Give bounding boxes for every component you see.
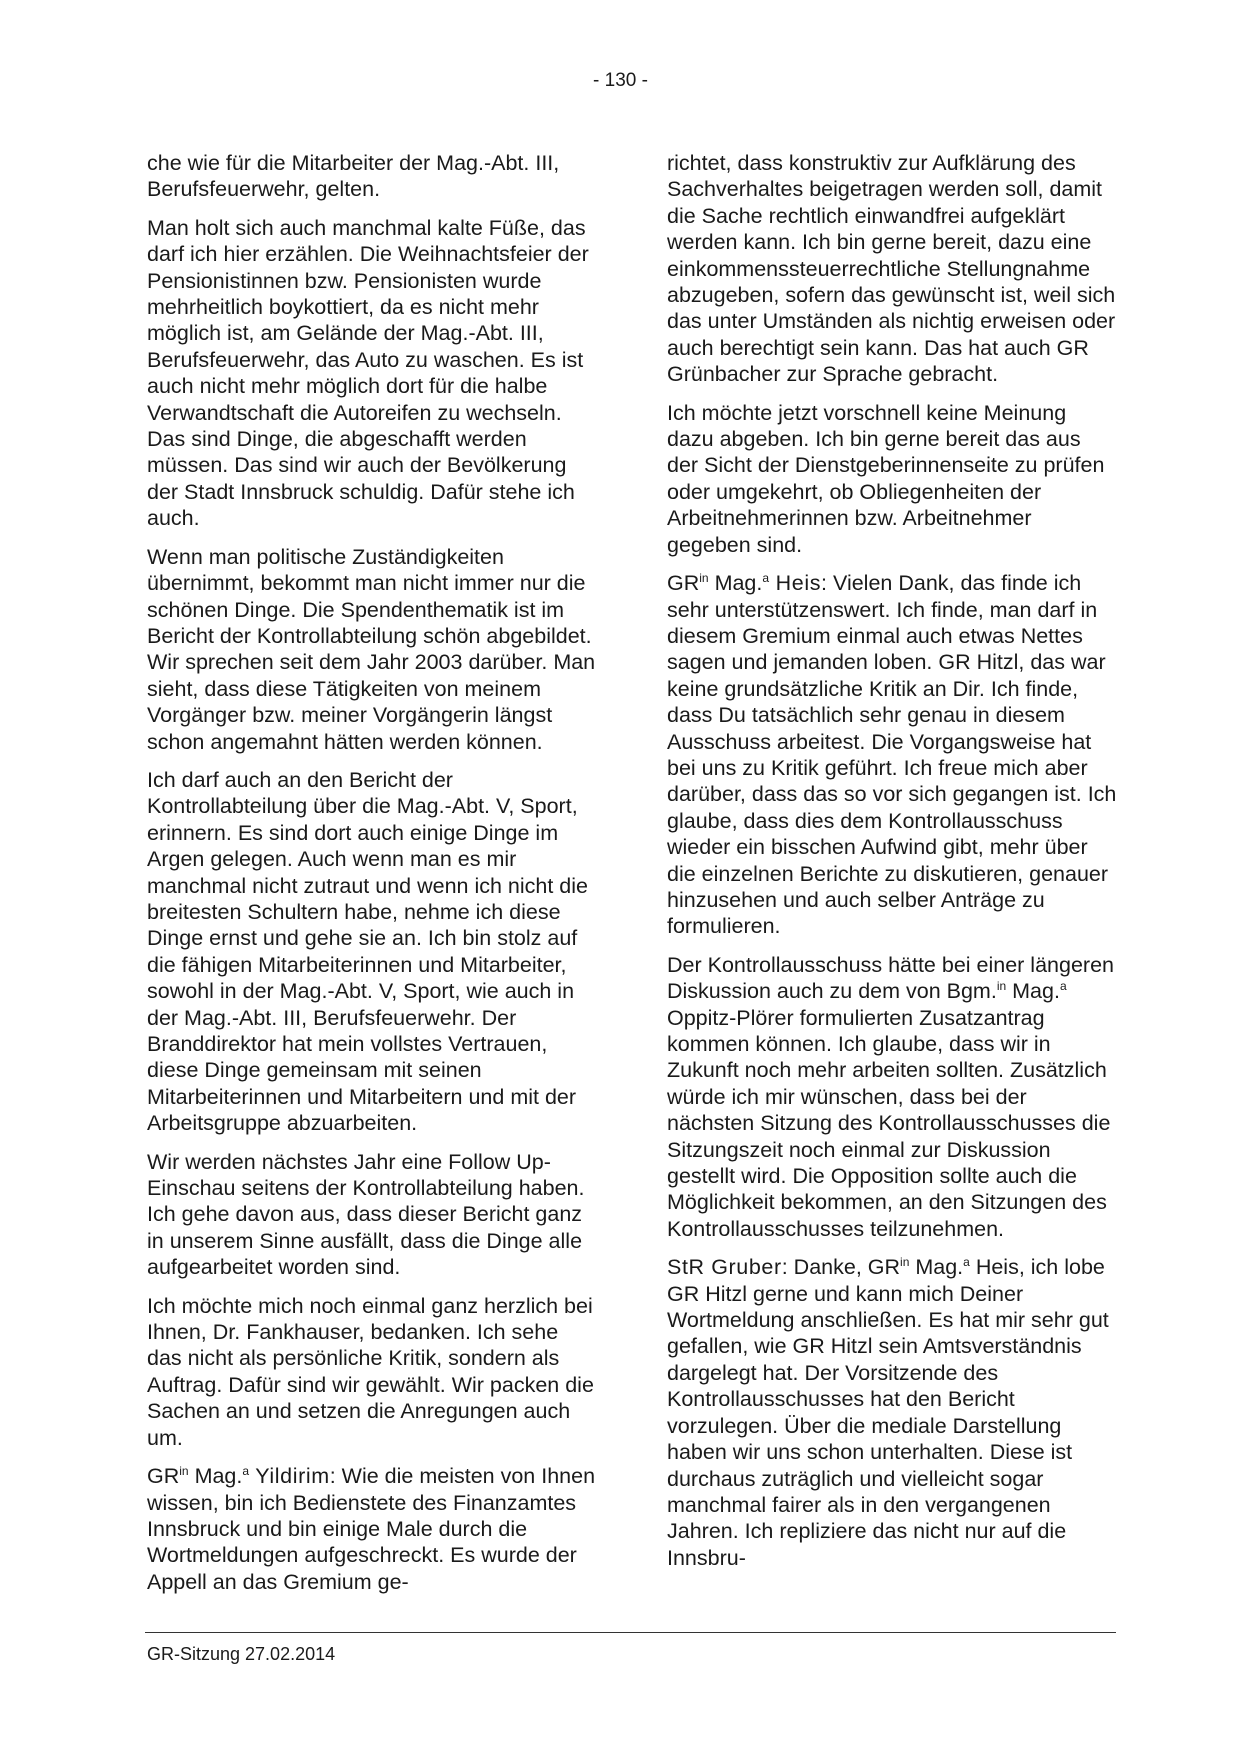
speech-text: : Wie die meisten von Ihnen wissen, bin ich Bedienstete des Finanzamtes Innsbruck und bin einige Male durch die Wortmeldungen aufgeschreckt. Es wurde der Appell an das Gremium ge-	[147, 1464, 596, 1594]
speaker-name: Yildirim	[249, 1464, 330, 1489]
speech-text: Heis, ich lobe GR Hitzl gerne und kann mich Deiner Wortmeldung anschließen. Es hat mir sehr gut gefallen, wie GR Hitzl sein Amtsverständnis dargelegt hat. Der Vorsitzende des Kontrollausschusses hat den Bericht vorzulegen. Über die mediale Darstellung haben wir uns schon unterhalten. Diese ist durchaus zuträglich und vielleicht sogar manchmal fairer als in den vergangenen Jahren. Ich repliziere das nicht nur auf die Innsbru-	[667, 1255, 1109, 1570]
superscript: a	[1059, 979, 1067, 994]
speech-heis	[667, 570, 1117, 940]
right-column	[667, 150, 1117, 1583]
superscript: a	[242, 1463, 250, 1478]
paragraph: Ich möchte jetzt vorschnell keine Meinung dazu abgeben. Ich bin gerne bereit das aus der Sicht der Dienstgeberinnenseite zu prüfen oder umgekehrt, ob Obliegenheiten der Arbeitnehmerinnen bzw. Arbeitnehmer gegeben sind.	[667, 400, 1105, 557]
paragraph: Wenn man politische Zuständigkeiten übernimmt, bekommt man nicht immer nur die schönen Dinge. Die Spendenthematik ist im Bericht der Kontrollabteilung schön abgebildet. Wir sprechen seit dem Jahr 2003 darüber. Man sieht, dass diese Tätigkeiten von meinem Vorgänger bzw. meiner Vorgängerin längst schon angemahnt hätten werden können.	[147, 544, 596, 754]
speech-text: : Danke, GR	[781, 1255, 901, 1280]
paragraph: richtet, dass konstruktiv zur Aufklärung des Sachverhaltes beigetragen werden soll, damit die Sache rechtlich einwandfrei aufgeklärt werden kann. Ich bin gerne bereit, dazu eine einkommenssteuerrechtliche Stellungnahme abzugeben, sofern das gewünscht ist, weil sich das unter Umständen als nichtig erweisen oder auch berechtigt sein kann. Das hat auch GR Grünbacher zur Sprache gebracht.	[667, 151, 1116, 387]
footer-divider	[145, 1632, 1116, 1633]
paragraph-text: Mag.	[1006, 979, 1060, 1004]
superscript: in	[699, 570, 709, 585]
paragraph-text: Der Kontrollausschuss hätte bei einer längeren Diskussion auch zu dem von Bgm.	[667, 952, 1114, 1004]
speaker-name: StR Gruber	[667, 1255, 782, 1280]
superscript: a	[762, 570, 770, 585]
paragraph: che wie für die Mitarbeiter der Mag.-Abt. III, Berufsfeuerwehr, gelten.	[147, 151, 560, 202]
superscript: in	[179, 1463, 189, 1478]
paragraph: Wir werden nächstes Jahr eine Follow Up-Einschau seitens der Kontrollabteilung haben. Ich gehe davon aus, dass dieser Bericht ganz in unserem Sinne ausfällt, dass die Dinge alle aufgearbeitet worden sind.	[147, 1149, 585, 1280]
superscript: in	[996, 979, 1007, 994]
superscript: a	[963, 1255, 970, 1270]
paragraph: Ich darf auch an den Bericht der Kontrollabteilung über die Mag.-Abt. V, Sport, erinnern. Es sind dort auch einige Dinge im Argen gelegen. Auch wenn man es mir manchmal nicht zutraut und wenn ich nicht die breitesten Schultern habe, nehme ich diese Dinge ernst und gehe sie an. Ich bin stolz auf die fähigen Mitarbeiterinnen und Mitarbeiter, sowohl in der Mag.-Abt. V, Sport, wie auch in der Mag.-Abt. III, Berufsfeuerwehr. Der Branddirektor hat mein vollstes Vertrauen, diese Dinge gemeinsam mit seinen Mitarbeiterinnen und Mitarbeitern und mit der Arbeitsgruppe abzuarbeiten.	[147, 767, 588, 1136]
speech-text: Mag.	[909, 1255, 964, 1280]
speaker-title: GR	[667, 571, 700, 596]
speaker-name: Heis	[769, 571, 822, 596]
paragraph-text: Oppitz-Plörer formulierten Zusatzantrag kommen können. Ich glaube, dass wir in Zukunft noch mehr arbeiten sollten. Zusätzlich würde ich mir wünschen, dass bei der nächsten Sitzung des Kontrollausschusses die Sitzungszeit noch einmal zur Diskussion gestellt wird. Die Opposition sollte auch die Möglichkeit bekommen, an den Sitzungen des Kontrollausschusses teilzunehmen.	[667, 1005, 1111, 1241]
paragraph: Ich möchte mich noch einmal ganz herzlich bei Ihnen, Dr. Fankhauser, bedanken. Ich sehe das nicht als persönliche Kritik, sondern als Auftrag. Dafür sind wir gewählt. Wir packen die Sachen an und setzen die Anregungen auch um.	[147, 1293, 594, 1450]
superscript: in	[900, 1255, 910, 1270]
paragraph	[667, 952, 1117, 1242]
speaker-title: Mag.	[708, 571, 763, 596]
speech-yildirim	[147, 1463, 597, 1595]
speech-text: : Vielen Dank, das finde ich sehr unterstützenswert. Ich finde, man darf in diesem Gremium einmal auch etwas Nettes sagen und jemanden loben. GR Hitzl, das war keine grundsätzliche Kritik an Dir. Ich finde, dass Du tatsächlich sehr genau in diesem Ausschuss arbeitest. Die Vorgangsweise hat bei uns zu Kritik geführt. Ich freue mich aber darüber, dass das so vor sich gegangen ist. Ich glaube, dass dies dem Kontrollausschuss wieder ein bisschen Aufwind gibt, mehr über die einzelnen Berichte zu diskutieren, genauer hinzusehen und auch selber Anträge zu formulieren.	[667, 571, 1117, 939]
speech-gruber	[667, 1254, 1117, 1571]
paragraph: Man holt sich auch manchmal kalte Füße, das darf ich hier erzählen. Die Weihnachtsfeier der Pensionistinnen bzw. Pensionisten wurde mehrheitlich boykottiert, da es nicht mehr möglich ist, am Gelände der Mag.-Abt. III, Berufsfeuerwehr, das Auto zu waschen. Es ist auch nicht mehr möglich dort für die halbe Verwandtschaft die Autoreifen zu wechseln. Das sind Dinge, die abgeschafft werden müssen. Das sind wir auch der Bevölkerung der Stadt Innsbruck schuldig. Dafür stehe ich auch.	[147, 215, 589, 531]
left-column	[147, 150, 597, 1607]
speaker-title: GR	[147, 1464, 180, 1489]
speaker-title: Mag.	[188, 1464, 243, 1489]
page-number: - 130 -	[593, 70, 648, 91]
footer-session-date: GR-Sitzung 27.02.2014	[147, 1644, 336, 1664]
